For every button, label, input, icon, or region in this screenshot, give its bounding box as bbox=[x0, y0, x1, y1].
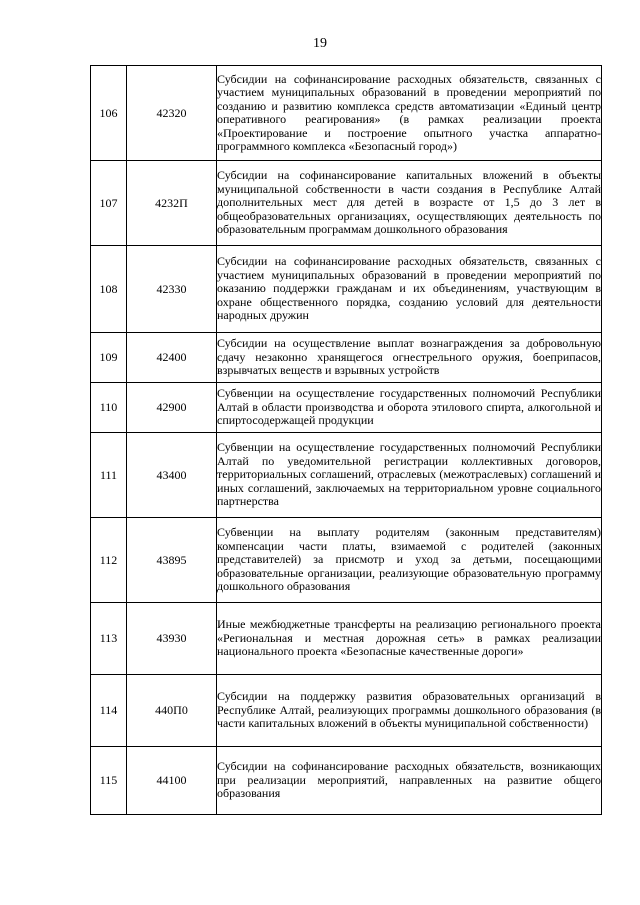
row-description: Субсидии на поддержку развития образовательных организаций в Республике Алтай, реализующих программы дошкольного образования (в части капитальных вложений в объекты муниципальной собственности) bbox=[217, 675, 602, 747]
budget-code: 44100 bbox=[127, 747, 217, 815]
budget-codes-table bbox=[90, 65, 602, 815]
row-description: Субсидии на софинансирование капитальных вложений в объекты муниципальной собственности в части создания в Республике Алтай дополнительных мест для детей в возрасте от 1,5 до 3 лет в общеобразовательных организациях, осуществляющих деятельность по образовательным программам дошкольного образования bbox=[217, 161, 602, 246]
row-number: 115 bbox=[91, 747, 127, 815]
row-number: 111 bbox=[91, 433, 127, 518]
row-number: 112 bbox=[91, 518, 127, 603]
budget-code: 43400 bbox=[127, 433, 217, 518]
budget-code: 42320 bbox=[127, 66, 217, 161]
row-number: 107 bbox=[91, 161, 127, 246]
budget-code: 43895 bbox=[127, 518, 217, 603]
table-row bbox=[91, 333, 602, 383]
budget-code: 42330 bbox=[127, 246, 217, 333]
row-number: 106 bbox=[91, 66, 127, 161]
table-row bbox=[91, 246, 602, 333]
row-number: 114 bbox=[91, 675, 127, 747]
row-description: Субвенции на осуществление государственных полномочий Республики Алтай по уведомительной регистрации коллективных договоров, территориальных соглашений, отраслевых (межотраслевых) соглашений и иных соглашений, заключаемых на территориальном уровне социального партнерства bbox=[217, 433, 602, 518]
table-row bbox=[91, 675, 602, 747]
table-row bbox=[91, 518, 602, 603]
table-row bbox=[91, 383, 602, 433]
row-number: 108 bbox=[91, 246, 127, 333]
budget-code: 42900 bbox=[127, 383, 217, 433]
row-description: Субсидии на софинансирование расходных обязательств, связанных с участием муниципальных образований в проведении мероприятий по созданию и развитию комплекса средств автоматизации «Единый центр оперативного реагирования» (в рамках реализации проекта «Проектирование и построение опытного участка аппаратно-программного комплекса «Безопасный город») bbox=[217, 66, 602, 161]
row-description: Субсидии на софинансирование расходных обязательств, возникающих при реализации мероприятий, направленных на развитие общего образования bbox=[217, 747, 602, 815]
budget-code: 42400 bbox=[127, 333, 217, 383]
row-description: Субвенции на осуществление государственных полномочий Республики Алтай в области производства и оборота этилового спирта, алкогольной и спиртосодержащей продукции bbox=[217, 383, 602, 433]
table-row bbox=[91, 433, 602, 518]
page-number: 19 bbox=[313, 36, 327, 51]
table-row bbox=[91, 66, 602, 161]
row-description: Иные межбюджетные трансферты на реализацию регионального проекта «Региональная и местная дорожная сеть» в рамках реализации национального проекта «Безопасные качественные дороги» bbox=[217, 603, 602, 675]
table-row bbox=[91, 747, 602, 815]
table-row bbox=[91, 603, 602, 675]
table-row bbox=[91, 161, 602, 246]
row-description: Субсидии на осуществление выплат вознаграждения за добровольную сдачу незаконно хранящегося огнестрельного оружия, боеприпасов, взрывчатых веществ и взрывных устройств bbox=[217, 333, 602, 383]
row-number: 113 bbox=[91, 603, 127, 675]
row-number: 109 bbox=[91, 333, 127, 383]
row-number: 110 bbox=[91, 383, 127, 433]
row-description: Субсидии на софинансирование расходных обязательств, связанных с участием муниципальных образований в проведении мероприятий по оказанию поддержки гражданам и их объединениям, участвующим в охране общественного порядка, созданию условий для деятельности народных дружин bbox=[217, 246, 602, 333]
budget-code: 4232П bbox=[127, 161, 217, 246]
budget-code: 43930 bbox=[127, 603, 217, 675]
row-description: Субвенции на выплату родителям (законным представителям) компенсации части платы, взимаемой с родителей (законных представителей) за присмотр и уход за детьми, посещающими образовательные организации, реализующие образовательную программу дошкольного образования bbox=[217, 518, 602, 603]
budget-code: 440П0 bbox=[127, 675, 217, 747]
